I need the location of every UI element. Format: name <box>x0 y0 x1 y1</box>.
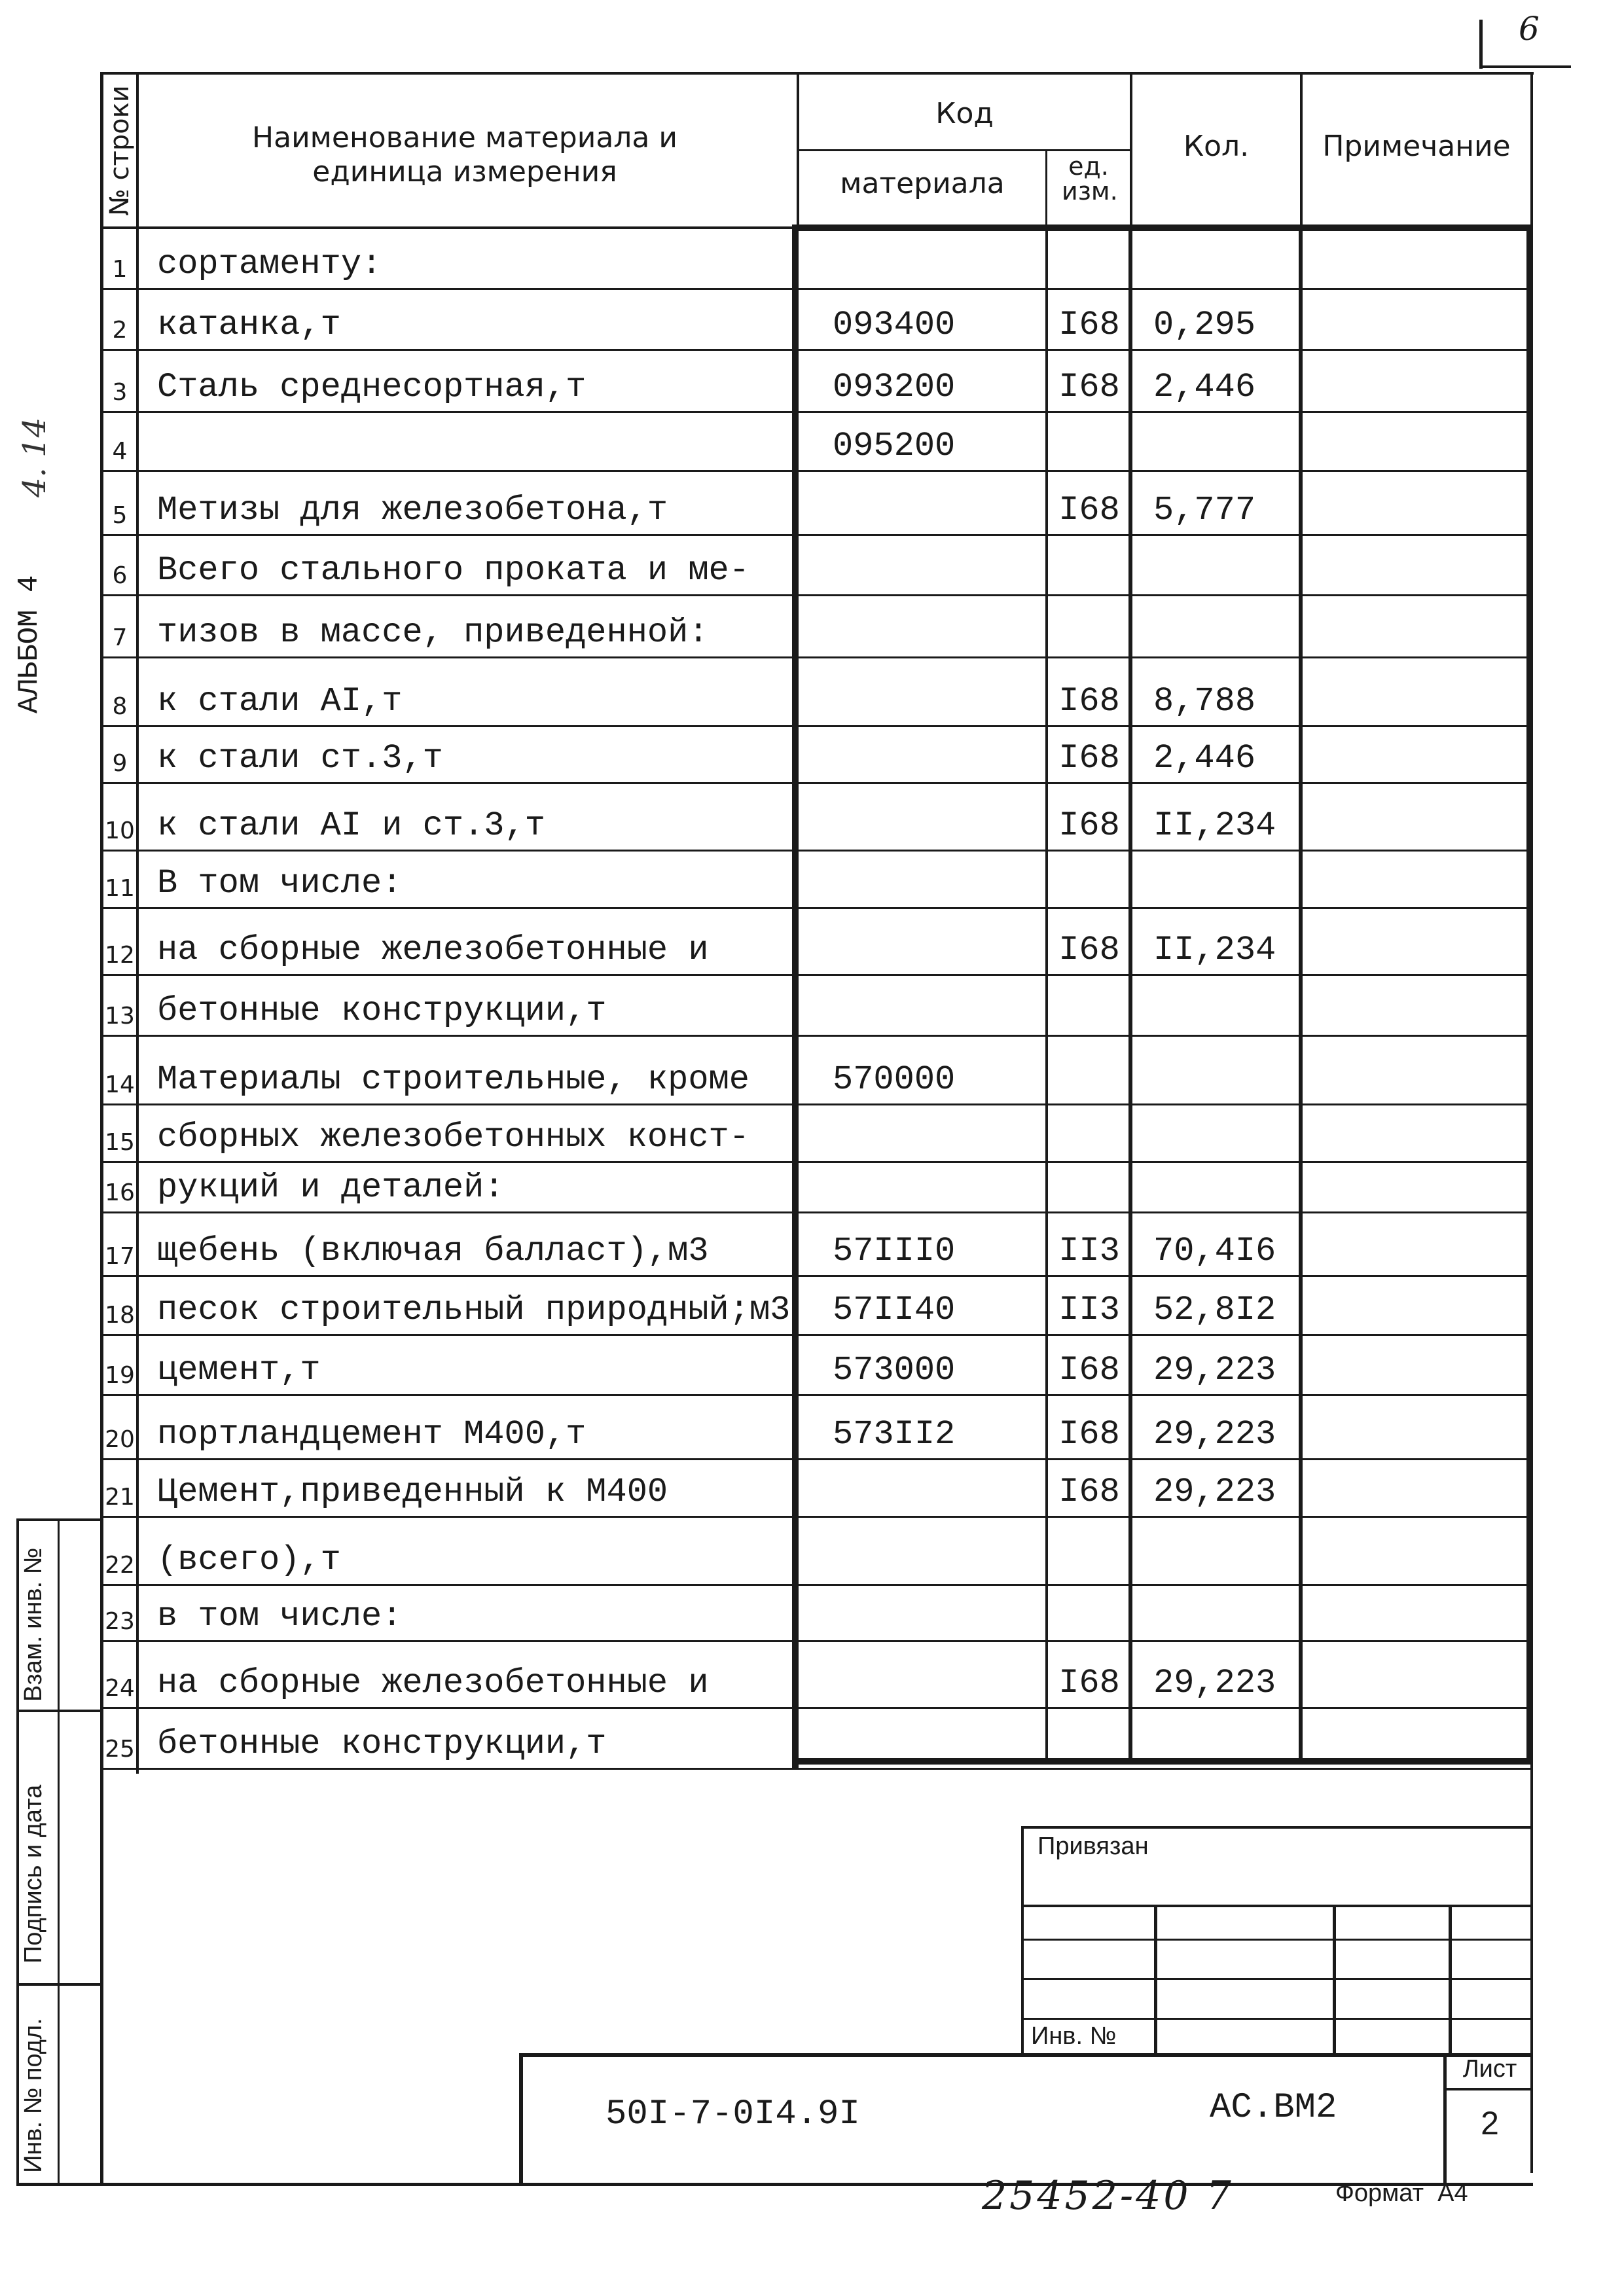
row-number: 21 <box>105 1484 135 1511</box>
row-separator <box>100 288 1530 290</box>
row-number: 19 <box>105 1362 135 1389</box>
unit-code: I68 <box>1058 1473 1120 1511</box>
material-code: 573000 <box>833 1351 956 1390</box>
priv-h2 <box>1021 1939 1532 1941</box>
material-name: на сборные железобетонные и <box>157 931 709 969</box>
priv-v2 <box>1333 1905 1336 2055</box>
unit-code: II3 <box>1058 1291 1120 1329</box>
quantity: 52,8I2 <box>1153 1291 1276 1329</box>
side-album-label: АЛЬБОМ 4 <box>13 575 46 713</box>
row-number: 12 <box>105 942 135 969</box>
priv-left <box>1021 1826 1024 2055</box>
material-code: 093400 <box>833 306 956 344</box>
material-name: бетонные конструкции,т <box>157 1725 607 1763</box>
row-separator <box>100 907 1530 909</box>
stamp-vzam-label: Взам. инв. № <box>20 1547 47 1702</box>
material-name: Всего стального проката и ме- <box>157 551 749 590</box>
material-code: 570000 <box>833 1060 956 1099</box>
unit-code: I68 <box>1058 491 1120 529</box>
material-name: (всего),т <box>157 1541 341 1579</box>
title-left <box>519 2053 523 2184</box>
quantity: 8,788 <box>1153 682 1256 721</box>
priv-v3 <box>1449 1905 1452 2055</box>
row-separator <box>100 534 1530 536</box>
material-name: Материалы строительные, кроме <box>157 1060 749 1099</box>
header-row-no: № строки <box>105 85 135 216</box>
unit-code: I68 <box>1058 368 1120 406</box>
material-code: 57III0 <box>833 1232 956 1270</box>
row-number: 24 <box>105 1675 135 1702</box>
col-unit-left <box>1045 229 1048 1764</box>
header-code-unit: ед. изм. <box>1062 152 1118 206</box>
unit-code: I68 <box>1058 806 1120 845</box>
row-number: 23 <box>105 1608 135 1635</box>
row-number: 2 <box>112 317 128 344</box>
quantity: II,234 <box>1153 806 1276 845</box>
quantity: 70,4I6 <box>1153 1232 1276 1270</box>
header-qty: Кол. <box>1183 130 1250 163</box>
page-mark-line <box>1479 20 1483 69</box>
material-name: катанка,т <box>157 306 341 344</box>
format-label: Формат А4 <box>1335 2179 1468 2207</box>
quantity: 29,223 <box>1153 1415 1276 1454</box>
body-thick-right <box>1526 224 1533 1764</box>
material-name: Сталь среднесортная,т <box>157 368 586 406</box>
row-separator <box>100 349 1530 351</box>
header-bottom-line <box>100 226 794 229</box>
row-number: 15 <box>105 1129 135 1156</box>
row-number: 18 <box>105 1302 135 1329</box>
material-name: на сборные железобетонные и <box>157 1664 709 1702</box>
frame-top <box>100 72 1534 75</box>
doc-mark: АС.ВМ2 <box>1210 2088 1337 2128</box>
material-name: Метизы для железобетона,т <box>157 491 668 529</box>
priv-top <box>1021 1826 1532 1829</box>
priv-h1 <box>1021 1905 1532 1907</box>
priv-v1 <box>1154 1905 1157 2055</box>
row-number: 5 <box>112 502 128 529</box>
quantity: 29,223 <box>1153 1473 1276 1511</box>
row-number: 14 <box>105 1071 135 1098</box>
row-separator <box>100 850 1530 852</box>
material-name: щебень (включая балласт),м3 <box>157 1232 709 1270</box>
header-code: Код <box>935 97 994 130</box>
quantity: 2,446 <box>1153 739 1256 778</box>
quantity: 0,295 <box>1153 306 1256 344</box>
row-number: 17 <box>105 1243 135 1270</box>
hdr-code-split-h <box>797 149 1131 151</box>
stamp-inner-col <box>58 1518 60 2186</box>
material-name: Цемент,приведенный к М400 <box>157 1473 668 1511</box>
unit-code: I68 <box>1058 682 1120 721</box>
col-qty-left <box>1128 229 1132 1764</box>
title-top <box>519 2053 1533 2057</box>
row-separator <box>100 411 1530 413</box>
row-separator <box>100 1707 1530 1709</box>
material-name: к стали AI и ст.3,т <box>157 806 545 845</box>
body-thick-bottom <box>792 1758 1533 1765</box>
sheet-number: 2 <box>1481 2105 1499 2142</box>
row-separator <box>100 470 1530 472</box>
unit-code: I68 <box>1058 1664 1120 1702</box>
unit-code: I68 <box>1058 739 1120 778</box>
row-separator <box>100 1768 1530 1770</box>
unit-code: II3 <box>1058 1232 1120 1270</box>
side-handwritten-number: 4. 14 <box>16 417 53 497</box>
row-separator <box>100 974 1530 976</box>
material-code: 57II40 <box>833 1291 956 1329</box>
row-separator <box>100 1211 1530 1213</box>
unit-code: I68 <box>1058 1415 1120 1454</box>
stamp-outer-left <box>16 1518 19 2186</box>
row-number: 4 <box>112 438 128 465</box>
handwritten-number: 25452-40 7 <box>982 2173 1234 2219</box>
material-name: сборных железобетонных конст- <box>157 1118 749 1157</box>
row-separator <box>100 782 1530 784</box>
row-separator <box>100 1103 1530 1105</box>
header-code-material: материала <box>840 167 1005 200</box>
frame-bottom <box>16 2183 1533 2186</box>
material-code: 093200 <box>833 368 956 406</box>
row-separator <box>100 1275 1530 1277</box>
row-number: 20 <box>105 1426 135 1453</box>
stamp-podpis-label: Подпись и дата <box>20 1784 47 1964</box>
row-separator <box>100 1584 1530 1586</box>
material-name: к стали AI,т <box>157 682 403 721</box>
row-separator <box>100 1035 1530 1037</box>
row-separator <box>100 1640 1530 1642</box>
row-number: 8 <box>112 693 128 720</box>
hdr-col-rowno <box>136 72 139 1774</box>
body-thick-left <box>792 224 799 1769</box>
row-separator <box>100 656 1530 658</box>
unit-code: I68 <box>1058 1351 1120 1390</box>
material-code: 573II2 <box>833 1415 956 1454</box>
row-number: 6 <box>112 562 128 589</box>
quantity: 29,223 <box>1153 1351 1276 1390</box>
quantity: 29,223 <box>1153 1664 1276 1702</box>
row-separator <box>100 1334 1530 1336</box>
unit-code: I68 <box>1058 931 1120 969</box>
row-separator <box>100 594 1530 596</box>
row-separator <box>100 1458 1530 1460</box>
title-sheet-split <box>1443 2088 1533 2090</box>
material-name: В том числе: <box>157 864 403 903</box>
unit-code: I68 <box>1058 306 1120 344</box>
sheet-label: Лист <box>1462 2055 1517 2083</box>
row-separator <box>100 1161 1530 1163</box>
col-note-left <box>1299 229 1303 1764</box>
privyazan-label: Привязан <box>1038 1833 1149 1860</box>
row-number: 3 <box>112 379 128 406</box>
title-sheet-col <box>1443 2053 1447 2184</box>
row-separator <box>100 725 1530 727</box>
quantity: 2,446 <box>1153 368 1256 406</box>
quantity: 5,777 <box>1153 491 1256 529</box>
row-number: 22 <box>105 1552 135 1579</box>
body-thick-top <box>792 224 1533 231</box>
page-mark: 6 <box>1519 10 1540 48</box>
material-name: в том числе: <box>157 1597 403 1636</box>
material-code: 095200 <box>833 427 956 465</box>
material-name: цемент,т <box>157 1351 321 1390</box>
row-number: 7 <box>112 624 128 651</box>
row-number: 16 <box>105 1179 135 1206</box>
row-number: 1 <box>112 256 128 283</box>
row-separator <box>100 1394 1530 1396</box>
quantity: II,234 <box>1153 931 1276 969</box>
material-name: тизов в массе, приведенной: <box>157 613 709 652</box>
priv-h3 <box>1021 1978 1532 1980</box>
row-number: 25 <box>105 1736 135 1763</box>
page-mark-underline <box>1479 65 1571 68</box>
material-name: песок строительный природный;м3 <box>157 1291 791 1329</box>
header-name: Наименование материала и единица измерения <box>252 121 677 188</box>
header-note: Примечание <box>1322 130 1511 163</box>
material-name: портландцемент М400,т <box>157 1415 586 1454</box>
row-number: 11 <box>105 875 135 902</box>
doc-code: 50I-7-0I4.9I <box>605 2094 860 2134</box>
material-name: сортаменту: <box>157 245 382 283</box>
priv-h4 <box>1021 2018 1532 2020</box>
priv-inv-label: Инв. № <box>1031 2022 1117 2050</box>
row-number: 13 <box>105 1003 135 1030</box>
row-number: 10 <box>105 817 135 844</box>
stamp-inv-podl-label: Инв. № подл. <box>20 2018 47 2173</box>
row-number: 9 <box>112 750 128 777</box>
row-separator <box>100 1516 1530 1518</box>
material-name: к стали ст.3,т <box>157 739 443 778</box>
material-name: рукций и деталей: <box>157 1168 505 1207</box>
material-name: бетонные конструкции,т <box>157 992 607 1030</box>
